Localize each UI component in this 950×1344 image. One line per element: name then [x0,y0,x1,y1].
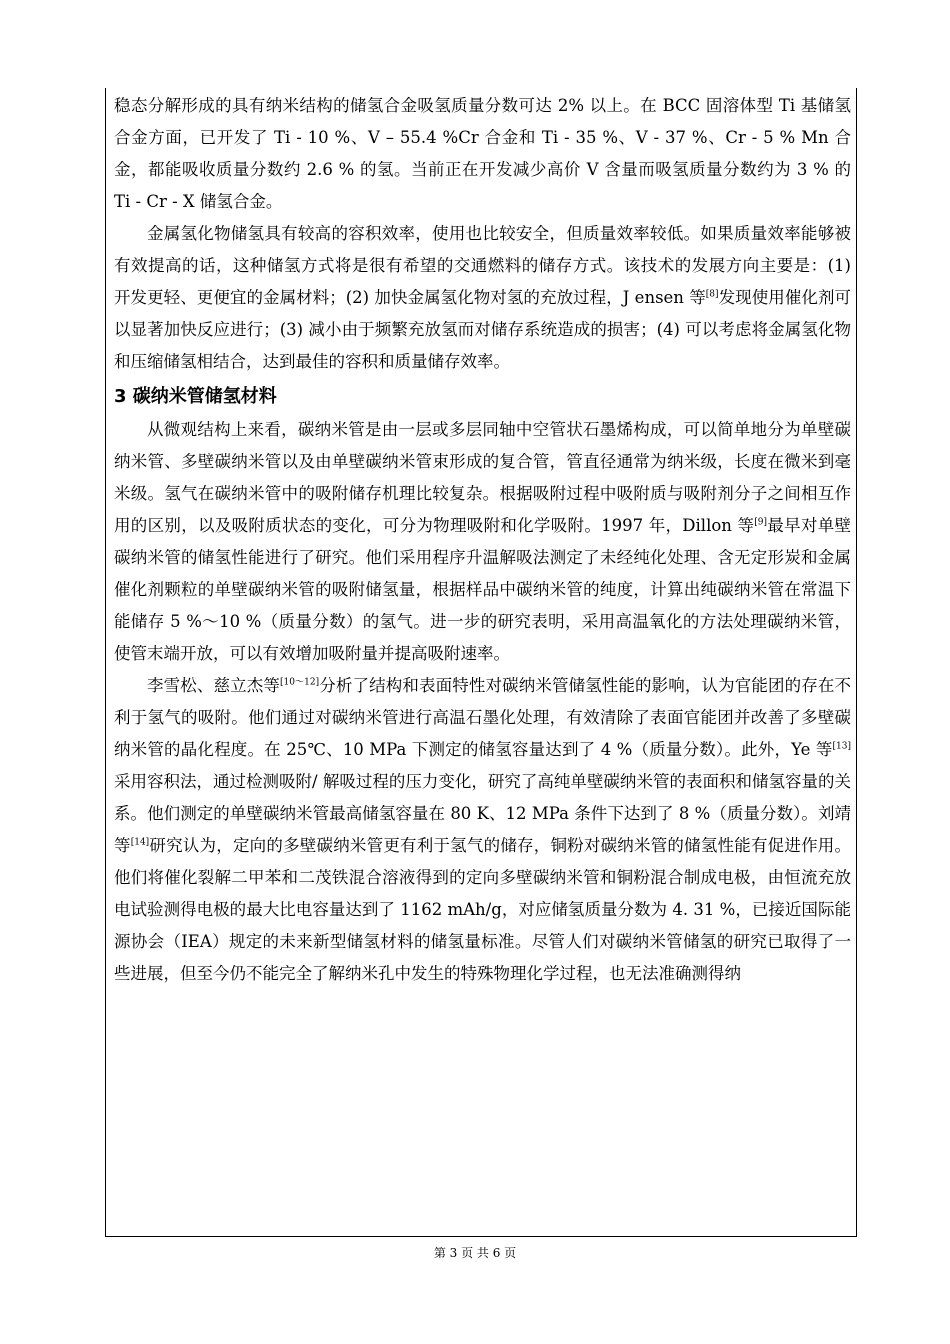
page-number-footer: 第 3 页 共 6 页 [433,1246,517,1260]
paragraph-text: 从微观结构上来看，碳纳米管是由一层或多层同轴中空管状石墨烯构成，可以简单地分为单壁碳纳米管、多壁碳纳米管以及由单壁碳纳米管束形成的复合管，管直径通常为纳米级，长度在微米到毫米级。氢气在碳纳米管中的吸附储存机理比较复杂。根据吸附过程中吸附质与吸附剂分子之间相互作用的区别，以及吸附质状态的变化，可分为物理吸附和化学吸附。1997 年，Dillon 等 [114,420,851,535]
paragraph-text: 李雪松、慈立杰等 [147,676,280,695]
paragraph-metal-hydride [114,218,851,378]
citation-ref: [14] [130,837,150,848]
paragraph-alloy-continued: 稳态分解形成的具有纳米结构的储氢合金吸氢质量分数可达 2% 以上。在 BCC 固溶体型 Ti 基储氢合金方面，已开发了 Ti - 10 %、V – 55.4 %Cr 合金和 Ti - 35 %、V - 37 %、Cr - 5 % Mn 合金，都能吸收质量分数约 2.6 % 的氢。当前正在开发减少高价 V 含量而吸氢质量分数约为 3 % 的 Ti - Cr - X 储氢合金。 [114,96,851,211]
section-heading: 3 碳纳米管储氢材料 [114,386,277,407]
citation-ref: [8] [705,289,719,300]
paragraph-text: 采用容积法，通过检测吸附/ 解吸过程的压力变化，研究了高纯单壁碳纳米管的表面积和储氢容量的关系。他们测定的单壁碳纳米管最高储氢容量在 80 K、12 MPa 条件下达到了 8 %（质量分数）。刘靖等 [114,772,851,855]
paragraph-text: 最早对单壁碳纳米管的储氢性能进行了研究。他们采用程序升温解吸法测定了未经纯化处理、含无定形炭和金属催化剂颗粒的单壁碳纳米管的吸附储氢量，根据样品中碳纳米管的纯度，计算出纯碳纳米管在常温下能储存 5 %～10 %（质量分数）的氢气。进一步的研究表明，采用高温氧化的方法处理碳纳米管，使管末端开放，可以有效增加吸附量并提高吸附速率。 [114,516,851,663]
document-body [114,90,851,990]
citation-ref: [13] [832,741,851,752]
citation-ref: [10～12] [279,677,320,688]
paragraph-text: 发现使用催化剂可以显著加快反应进行；(3) 减小由于频繁充放氢而对储存系统造成的损害；(4) 可以考虑将金属氢化物和压缩储氢相结合，达到最佳的容积和质量储存效率。 [114,288,851,371]
paragraph-text: 分析了结构和表面特性对碳纳米管储氢性能的影响，认为官能团的存在不利于氢气的吸附。他们通过对碳纳米管进行高温石墨化处理，有效清除了表面官能团并改善了多壁碳纳米管的晶化程度。在 25℃、10 MPa 下测定的储氢容量达到了 4 %（质量分数）。此外，Ye 等 [114,676,851,759]
paragraph-cnt-structure [114,414,851,670]
paragraph-cnt-research [114,670,851,990]
citation-ref: [9] [754,517,767,528]
paragraph-text: 金属氢化物储氢具有较高的容积效率，使用也比较安全，但质量效率较低。如果质量效率能够被有效提高的话，这种储氢方式将是很有希望的交通燃料的储存方式。该技术的发展方向主要是：(1) 开发更轻、更便宜的金属材料；(2) 加快金属氢化物对氢的充放过程，J ensen 等 [114,224,851,307]
paragraph-text: 研究认为，定向的多壁碳纳米管更有利于氢气的储存，铜粉对碳纳米管的储氢性能有促进作用。他们将催化裂解二甲苯和二茂铁混合溶液得到的定向多壁碳纳米管和铜粉混合制成电极，由恒流充放电试验测得电极的最大比电容量达到了 1162 mAh/g，对应储氢质量分数为 4. 31 %，已接近国际能源协会（IEA）规定的未来新型储氢材料的储氢量标准。尽管人们对碳纳米管储氢的研究已取得了一些进展，但至今仍不能完全了解纳米孔中发生的特殊物理化学过程，也无法准确测得纳 [114,836,852,983]
